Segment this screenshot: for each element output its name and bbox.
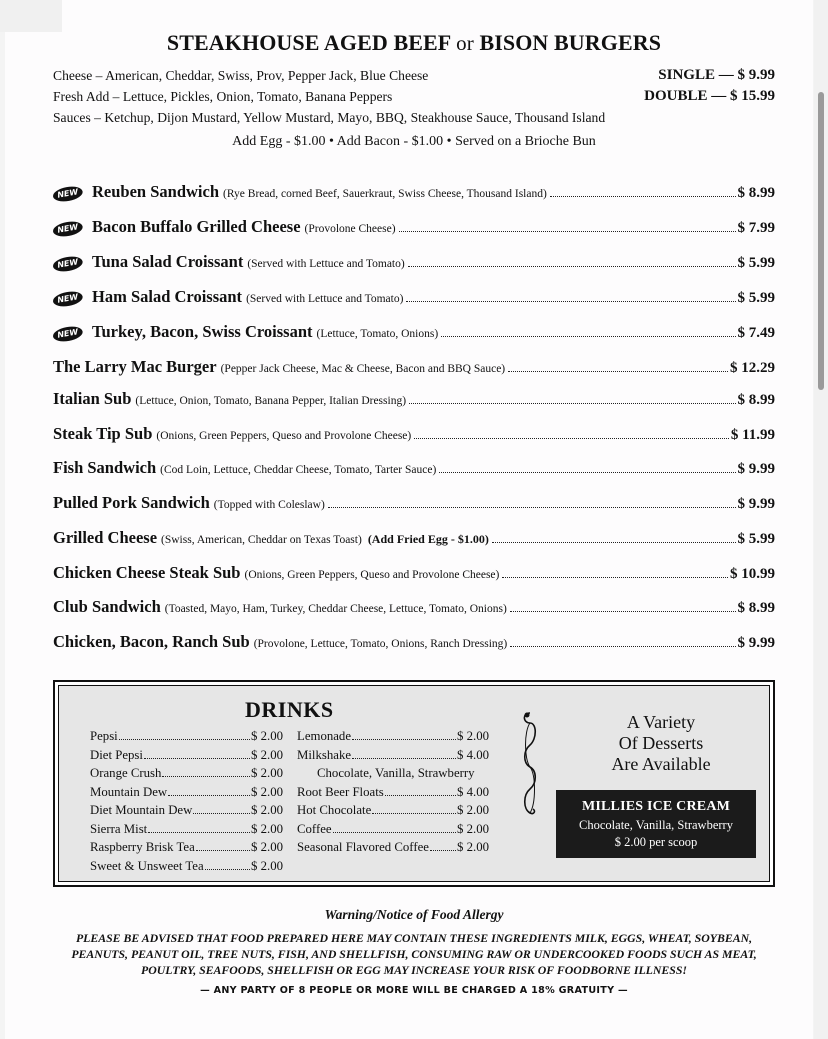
new-badge-icon: NEW: [52, 255, 84, 274]
item-name: Reuben Sandwich: [92, 182, 219, 201]
leader-dots: [205, 869, 250, 870]
item-price: $ 7.49: [737, 325, 775, 341]
menu-item: [53, 458, 775, 482]
sauce-options: Sauces – Ketchup, Dijon Mustard, Yellow Mustard, Mayo, BBQ, Steakhouse Sauce, Thousand Island: [53, 110, 606, 125]
drink-price: $ 2.00: [251, 729, 283, 743]
menu-item: [53, 357, 775, 381]
drink-name: Seasonal Flavored Coffee: [297, 840, 429, 854]
item-name: The Larry Mac Burger: [53, 357, 217, 376]
leader-dots: [406, 301, 735, 302]
drink-name: Hot Chocolate: [297, 803, 372, 817]
leader-dots: [372, 813, 456, 814]
item-description: (Provolone Cheese): [304, 223, 396, 235]
item-name: Turkey, Bacon, Swiss Croissant: [92, 322, 313, 341]
drink-name: Pepsi: [90, 729, 118, 743]
drink-row: [90, 748, 283, 763]
item-extra: (Add Fried Egg - $1.00): [367, 532, 489, 546]
menu-title: [0, 30, 828, 56]
drink-price: $ 2.00: [251, 785, 283, 799]
item-description: (Rye Bread, corned Beef, Sauerkraut, Swiss Cheese, Thousand Island): [223, 188, 547, 200]
drink-name: Lemonade: [297, 729, 352, 743]
drink-row: [297, 840, 489, 855]
drinks-panel-inner: [58, 685, 770, 882]
drink-name: Diet Mountain Dew: [90, 803, 193, 817]
drink-row: [90, 785, 283, 800]
leader-dots: [510, 646, 735, 647]
drink-row: [297, 822, 489, 837]
drink-price: $ 2.00: [457, 729, 489, 743]
leader-dots: [399, 231, 736, 232]
drink-price: $ 2.00: [251, 766, 283, 780]
item-description: (Onions, Green Peppers, Queso and Provolone Cheese): [156, 430, 412, 442]
item-description: (Served with Lettuce and Tomato): [247, 258, 405, 270]
item-description: (Provolone, Lettuce, Tomato, Onions, Ranch Dressing): [253, 638, 508, 650]
drink-name: Sweet & Unsweet Tea: [90, 859, 204, 873]
new-badge-icon: NEW: [52, 325, 84, 344]
item-name: Fish Sandwich: [53, 458, 157, 477]
leader-dots: [409, 403, 735, 404]
drink-price: $ 2.00: [457, 840, 489, 854]
item-name: Chicken Cheese Steak Sub: [53, 563, 241, 582]
gratuity-notice: — ANY PARTY OF 8 PEOPLE OR MORE WILL BE CHARGED A 18% GRATUITY —: [200, 985, 628, 996]
item-price: $ 8.99: [737, 600, 775, 616]
drink-row: [90, 729, 283, 744]
drink-row: [297, 785, 489, 800]
drink-name: Milkshake: [297, 748, 352, 762]
item-price: $ 11.99: [730, 427, 775, 443]
leader-dots: [196, 850, 250, 851]
leader-dots: [508, 371, 728, 372]
allergy-warning-body: PLEASE BE ADVISED THAT FOOD PREPARED HERE MAY CONTAIN THESE INGREDIENTS MILK, EGGS, WHEAT, SOYBEAN, PEANUTS, PEANUT OIL, TREE NUTS, FISH, AND SHELLFISH, CONSUMING RAW OR UNDERCOOKED FOODS SUCH AS MEAT, POULTRY, SEAFOODS, SHELLFISH OR EGG MAY INCREASE YOUR RISK OF FOODBORNE ILLNESS!: [71, 931, 757, 977]
leader-dots: [352, 739, 456, 740]
drink-price: $ 2.00: [251, 748, 283, 762]
item-price: $ 12.29: [730, 360, 775, 376]
drink-name: Coffee: [297, 822, 332, 836]
item-description: (Onions, Green Peppers, Queso and Provolone Cheese): [244, 569, 500, 581]
menu-item: [53, 528, 775, 552]
drink-price: $ 4.00: [457, 748, 489, 762]
title-part1: STEAKHOUSE AGED BEEF: [166, 30, 451, 55]
desserts-line1: A Variety: [626, 712, 696, 732]
leader-dots: [148, 832, 250, 833]
drink-row: [297, 803, 489, 818]
drink-price: $ 2.00: [251, 840, 283, 854]
item-name: Ham Salad Croissant: [92, 287, 243, 306]
leader-dots: [414, 438, 729, 439]
title-part2: BISON BURGERS: [479, 30, 662, 55]
item-price: $ 9.99: [737, 635, 775, 651]
drink-name: Raspberry Brisk Tea: [90, 840, 195, 854]
item-name: Chicken, Bacon, Ranch Sub: [53, 632, 250, 651]
double-price: DOUBLE — $ 15.99: [644, 88, 775, 104]
item-price: $ 9.99: [737, 496, 775, 512]
item-description: (Served with Lettuce and Tomato): [246, 293, 404, 305]
menu-item: [53, 493, 775, 517]
drink-name: Orange Crush: [90, 766, 162, 780]
leader-dots: [510, 611, 736, 612]
milkshake-flavors: Chocolate, Vanilla, Strawberry: [317, 766, 475, 780]
item-name: Club Sandwich: [53, 597, 161, 616]
menu-item: [53, 322, 775, 346]
drink-row: [90, 766, 283, 781]
drink-name: Diet Pepsi: [90, 748, 143, 762]
menu-item: [53, 632, 775, 656]
item-price: $ 9.99: [737, 461, 775, 477]
ice-cream-title: MILLIES ICE CREAM: [581, 799, 731, 814]
item-price: $ 5.99: [737, 255, 775, 271]
item-name: Steak Tip Sub: [53, 424, 153, 443]
cheese-options: Cheese – American, Cheddar, Swiss, Prov, Pepper Jack, Blue Cheese: [53, 68, 429, 83]
desserts-line3: Are Available: [611, 754, 711, 774]
leader-dots: [385, 795, 456, 796]
item-description: (Pepper Jack Cheese, Mac & Cheese, Bacon and BBQ Sauce): [220, 363, 506, 375]
ice-cream-price: $ 2.00 per scoop: [614, 835, 698, 849]
drink-row: [90, 859, 283, 874]
drinks-title: DRINKS: [245, 697, 334, 722]
menu-item: [53, 252, 775, 276]
item-price: $ 5.99: [737, 290, 775, 306]
item-name: Bacon Buffalo Grilled Cheese: [92, 217, 301, 236]
menu-item: [53, 182, 775, 206]
menu-item: [53, 389, 775, 413]
drink-name: Sierra Mist: [90, 822, 148, 836]
single-price: SINGLE — $ 9.99: [658, 67, 775, 83]
ice-cream-box: [556, 790, 756, 858]
leader-dots: [492, 542, 736, 543]
item-name: Italian Sub: [53, 389, 132, 408]
drink-price: $ 2.00: [457, 822, 489, 836]
menu-item: [53, 424, 775, 448]
menu-item: [53, 217, 775, 241]
menu-item: [53, 287, 775, 311]
leader-dots: [550, 196, 736, 197]
title-or: or: [456, 31, 474, 55]
item-price: $ 10.99: [730, 566, 775, 582]
fresh-add-options: Fresh Add – Lettuce, Pickles, Onion, Tomato, Banana Peppers: [53, 89, 393, 104]
drink-price: $ 2.00: [251, 803, 283, 817]
drink-row: [90, 840, 283, 855]
drink-name: Mountain Dew: [90, 785, 168, 799]
menu-item: [53, 563, 775, 587]
leader-dots: [162, 776, 250, 777]
leader-dots: [333, 832, 456, 833]
new-badge-icon: NEW: [52, 220, 84, 239]
item-price: $ 7.99: [737, 220, 775, 236]
item-name: Tuna Salad Croissant: [92, 252, 244, 271]
drink-row: [297, 729, 489, 744]
ice-cream-flavors: Chocolate, Vanilla, Strawberry: [579, 818, 733, 832]
item-description: (Lettuce, Tomato, Onions): [316, 328, 439, 340]
leader-dots: [502, 577, 728, 578]
drink-price: $ 2.00: [251, 859, 283, 873]
drink-row: [90, 822, 283, 837]
menu-item: [53, 597, 775, 621]
item-description: (Swiss, American, Cheddar on Texas Toast): [161, 534, 362, 546]
flourish-ornament: [519, 709, 541, 821]
leader-dots: [352, 758, 456, 759]
leader-dots: [441, 336, 735, 337]
leader-dots: [119, 739, 250, 740]
item-name: Grilled Cheese: [53, 528, 158, 547]
new-badge-icon: NEW: [52, 290, 84, 309]
leader-dots: [168, 795, 250, 796]
desserts-line2: Of Desserts: [618, 733, 704, 753]
leader-dots: [439, 472, 735, 473]
item-description: (Topped with Coleslaw): [213, 499, 325, 511]
item-name: Pulled Pork Sandwich: [53, 493, 210, 512]
drink-row: [297, 748, 489, 763]
item-description: (Toasted, Mayo, Ham, Turkey, Cheddar Cheese, Lettuce, Tomato, Onions): [164, 603, 507, 615]
leader-dots: [430, 850, 456, 851]
item-price: $ 8.99: [737, 185, 775, 201]
drink-price: $ 2.00: [251, 822, 283, 836]
desserts-note: [561, 712, 761, 775]
item-price: $ 8.99: [737, 392, 775, 408]
leader-dots: [193, 813, 250, 814]
burger-addons: Add Egg - $1.00 • Add Bacon - $1.00 • Served on a Brioche Bun: [232, 134, 596, 149]
drinks-panel: [53, 680, 775, 887]
item-description: (Cod Loin, Lettuce, Cheddar Cheese, Tomato, Tarter Sauce): [160, 464, 437, 476]
new-badge-icon: NEW: [52, 185, 84, 204]
leader-dots: [144, 758, 250, 759]
drink-price: $ 4.00: [457, 785, 489, 799]
corner-patch: [0, 0, 62, 32]
drink-row: [90, 803, 283, 818]
drink-name: Root Beer Floats: [297, 785, 384, 799]
leader-dots: [328, 507, 736, 508]
item-description: (Lettuce, Onion, Tomato, Banana Pepper, Italian Dressing): [135, 395, 407, 407]
item-price: $ 5.99: [737, 531, 775, 547]
scrollbar[interactable]: [814, 0, 828, 1039]
drink-price: $ 2.00: [457, 803, 489, 817]
allergy-warning-title: Warning/Notice of Food Allergy: [324, 907, 504, 922]
leader-dots: [408, 266, 736, 267]
